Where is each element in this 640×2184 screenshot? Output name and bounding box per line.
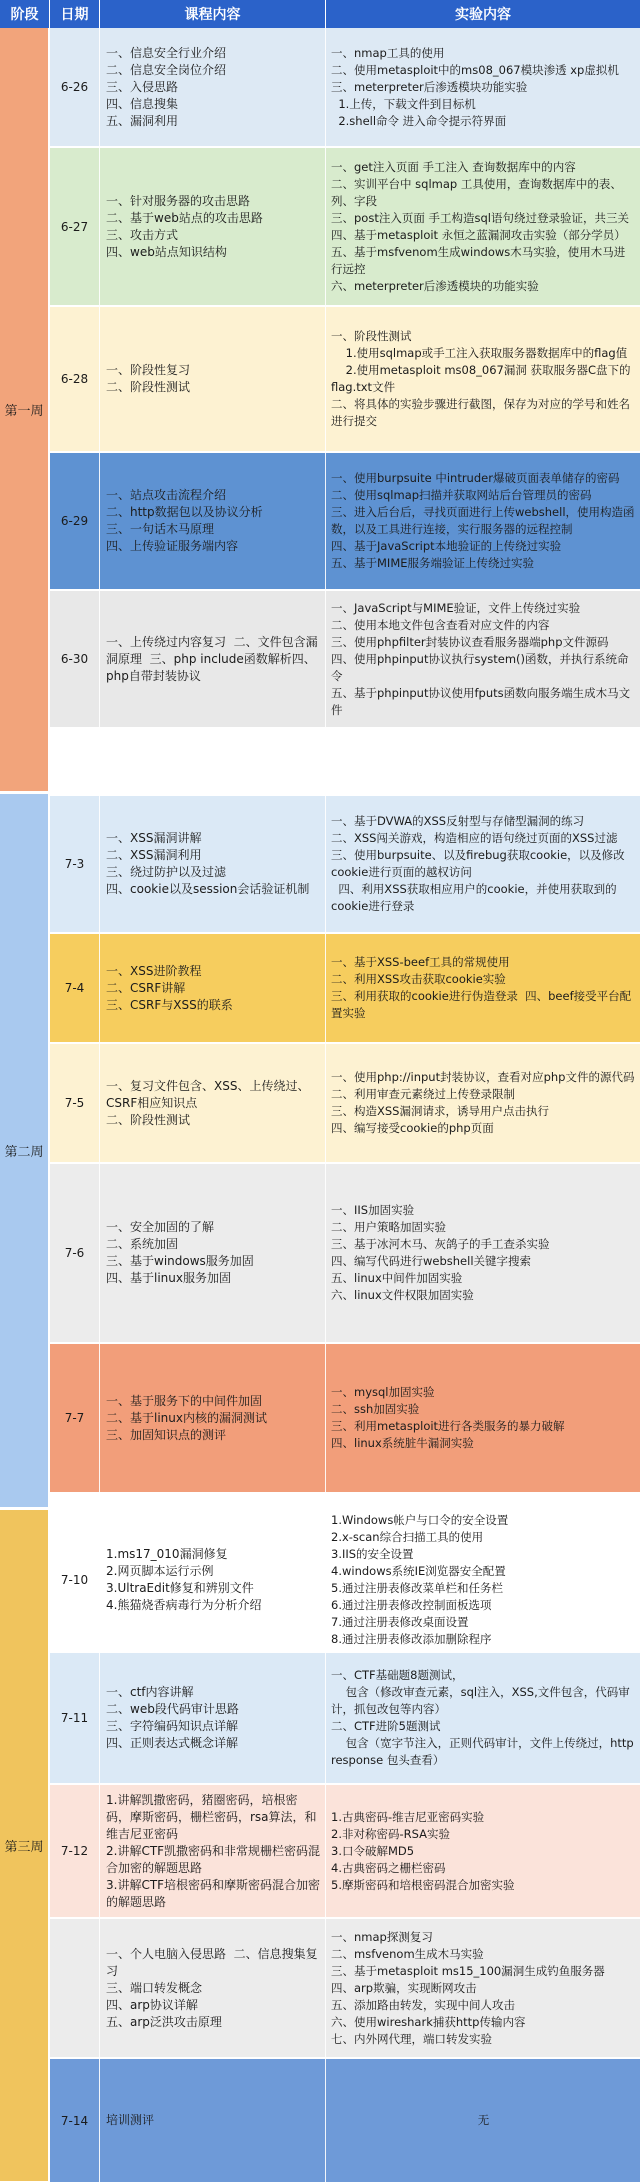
course-content-line: 2.网页脚本运行示例 bbox=[106, 1563, 214, 1578]
lab-content-line: 1.上传，下载文件到目标机 bbox=[331, 96, 476, 111]
lab-content-cell bbox=[326, 934, 640, 1042]
date-cell: 7-11 bbox=[50, 1653, 100, 1783]
lab-content-line: 四、使用phpinput协议执行system()函数，并执行系统命令 bbox=[331, 651, 629, 683]
course-content-line: 4.熊猫烧香病毒行为分析介绍 bbox=[106, 1597, 262, 1612]
lab-content-list bbox=[331, 1667, 636, 1769]
course-content-line: 三、端口转发概念 bbox=[106, 1980, 203, 1995]
lab-content-line: 1.Windows帐户与口令的安全设置 bbox=[331, 1512, 509, 1527]
lab-content-line: 三、基于冰河木马、灰鸽子的手工查杀实验 bbox=[331, 1237, 550, 1251]
course-content-line: 三、基于windows服务加固 bbox=[106, 1254, 254, 1268]
date-cell: 6-28 bbox=[50, 307, 100, 451]
lab-content-list bbox=[331, 1384, 636, 1452]
course-content-line: 一、针对服务器的攻击思路 bbox=[106, 193, 251, 208]
course-content-cell bbox=[100, 1344, 326, 1492]
lab-content-line: 二、利用审查元素绕过上传登录限制 bbox=[331, 1087, 515, 1101]
course-content-line: 四、web站点知识结构 bbox=[106, 244, 227, 259]
course-content-line: 四、正则表达式概念详解 bbox=[106, 1736, 239, 1750]
course-content-line: 3.UltraEdit修复和辨别文件 bbox=[106, 1580, 254, 1595]
course-content-line: 二、阶段性测试 bbox=[106, 380, 191, 394]
lab-content-list bbox=[331, 1202, 636, 1304]
course-content-list bbox=[106, 1792, 321, 1911]
lab-content-line: 二、CTF进阶5题测试 bbox=[331, 1719, 441, 1733]
lab-content-cell bbox=[326, 2059, 640, 2182]
lab-content-cell bbox=[326, 307, 640, 451]
table-row bbox=[50, 1164, 640, 1344]
week-label: 第一周 bbox=[0, 28, 50, 794]
lab-content-list bbox=[331, 813, 636, 915]
course-content-list bbox=[106, 45, 321, 130]
course-content-line: 五、漏洞利用 bbox=[106, 113, 179, 128]
course-content-list bbox=[106, 830, 321, 898]
lab-content-list bbox=[331, 600, 636, 719]
lab-content-line: 五、基于phpinput协议使用fputs函数向服务端生成木马文件 bbox=[331, 685, 631, 717]
date-cell: 6-29 bbox=[50, 453, 100, 589]
lab-content-line: 三、post注入页面 手工构造sql语句绕过登录验证，共三关 bbox=[331, 210, 629, 225]
course-content-cell bbox=[100, 796, 326, 932]
lab-content-line: 二、实训平台中 sqlmap 工具使用，查询数据库中的表、列、字段 bbox=[331, 176, 622, 208]
lab-content-line: 一、基于XSS-beef工具的常规使用 bbox=[331, 955, 510, 969]
table-row bbox=[50, 307, 640, 453]
lab-content-line: 包含（修改审查元素，sql注入，XSS,文件包含，代码审计，抓包改包等内容） bbox=[331, 1685, 630, 1716]
course-content-line: 一、XSS进阶教程 bbox=[106, 963, 202, 978]
course-content-list bbox=[106, 193, 321, 261]
lab-content-line: 一、阶段性测试 bbox=[331, 329, 412, 343]
course-content-line: 二、阶段性测试 bbox=[106, 1112, 191, 1127]
course-content-list bbox=[106, 487, 321, 555]
lab-content-line: 2.shell命令 进入命令提示符界面 bbox=[331, 113, 507, 128]
lab-content-line: 三、使用burpsuite、以及firebug获取cookie，以及修改cookie进行页面的越权访问 bbox=[331, 848, 625, 879]
course-content-line: 二、web段代码审计思路 bbox=[106, 1702, 239, 1716]
course-content-cell bbox=[100, 28, 326, 146]
lab-content-list bbox=[331, 328, 636, 430]
lab-content-line: 4.古典密码之栅栏密码 bbox=[331, 1860, 446, 1875]
lab-content-line: 3.IIS的安全设置 bbox=[331, 1546, 414, 1561]
date-cell: 7-14 bbox=[50, 2059, 100, 2182]
course-content-line: 一、XSS漏洞讲解 bbox=[106, 831, 202, 845]
lab-content-line: 二、msfvenom生成木马实验 bbox=[331, 1946, 484, 1961]
date-cell: 7-5 bbox=[50, 1044, 100, 1162]
lab-content-cell bbox=[326, 591, 640, 727]
course-content-line: 四、基于linux服务加固 bbox=[106, 1271, 231, 1285]
date-cell: 6-27 bbox=[50, 148, 100, 305]
course-content-cell bbox=[100, 1508, 326, 1651]
header-course: 课程内容 bbox=[100, 0, 326, 28]
lab-content-line: 五、添加路由转发，实现中间人攻击 bbox=[331, 1997, 515, 2012]
week-label: 第三周 bbox=[0, 1510, 50, 2184]
lab-content-line: 二、使用sqlmap扫描并获取网站后台管理员的密码 bbox=[331, 488, 592, 502]
lab-content-line: 二、利用XSS攻击获取cookie实验 bbox=[331, 972, 506, 986]
date-cell: 7-10 bbox=[50, 1508, 100, 1651]
course-content-line: 四、上传验证服务端内容 bbox=[106, 539, 239, 553]
course-content-line: 3.讲解CTF培根密码和摩斯密码混合加密的解题思路 bbox=[106, 1877, 321, 1909]
lab-content-line: 包含（宽字节注入，正则代码审计，文件上传绕过，http response 包头查看） bbox=[331, 1736, 638, 1767]
table-row bbox=[50, 1653, 640, 1785]
table-row bbox=[50, 148, 640, 307]
lab-content-line: 一、mysql加固实验 bbox=[331, 1385, 435, 1399]
date-cell: 7-12 bbox=[50, 1785, 100, 1917]
course-content-line: 四、arp协议详解 bbox=[106, 1997, 198, 2012]
lab-content-line: 四、利用XSS获取相应用户的cookie，并使用获取到的cookie进行登录 bbox=[331, 882, 617, 913]
lab-content-list bbox=[331, 470, 636, 572]
course-content-line: 二、XSS漏洞利用 bbox=[106, 848, 202, 862]
course-content-line: 四、cookie以及session会话验证机制 bbox=[106, 882, 310, 896]
course-content-line: 一、上传绕过内容复习 二、文件包含漏洞原理 三、php include函数解析四、php自带封装协议 bbox=[106, 634, 318, 683]
course-content-line: 一、个人电脑入侵思路 二、信息搜集复习 bbox=[106, 1946, 318, 1978]
lab-content-line: 六、meterpreter后渗透模块的功能实验 bbox=[331, 278, 539, 293]
table-row bbox=[50, 1344, 640, 1494]
course-content-line: 二、基于web站点的攻击思路 bbox=[106, 210, 263, 225]
lab-content-line: 一、JavaScript与MIME验证，文件上传绕过实验 bbox=[331, 600, 581, 615]
lab-content-line: 二、用户策略加固实验 bbox=[331, 1220, 446, 1234]
lab-content-line: 四、基于JavaScript本地验证的上传绕过实验 bbox=[331, 539, 562, 553]
table-row bbox=[50, 591, 640, 729]
course-content-cell bbox=[100, 148, 326, 305]
lab-content-line: 五、基于MIME服务端验证上传绕过实验 bbox=[331, 556, 535, 570]
lab-content-line: 三、构造XSS漏洞请求，诱导用户点击执行 bbox=[331, 1104, 549, 1118]
course-content-cell bbox=[100, 1164, 326, 1342]
course-content-line: 一、ctf内容讲解 bbox=[106, 1685, 194, 1699]
lab-content-line: 三、利用获取的cookie进行伪造登录 四、beef接受平台配置实验 bbox=[331, 989, 632, 1020]
lab-content-list bbox=[331, 1069, 636, 1137]
lab-content-list bbox=[331, 1929, 636, 2048]
lab-content-line: 三、利用metasploit进行各类服务的暴力破解 bbox=[331, 1419, 565, 1433]
lab-content-line: 一、IIS加固实验 bbox=[331, 1203, 415, 1217]
lab-content-line: 一、nmap探测复习 bbox=[331, 1929, 433, 1944]
lab-content-line: 四、linux系统脏牛漏洞实验 bbox=[331, 1436, 474, 1450]
date-cell: 7-6 bbox=[50, 1164, 100, 1342]
date-cell: 7-4 bbox=[50, 934, 100, 1042]
course-content-line: 二、系统加固 bbox=[106, 1237, 179, 1251]
lab-content-cell bbox=[326, 1508, 640, 1651]
lab-content-line: 四、编写接受cookie的php页面 bbox=[331, 1121, 494, 1135]
lab-content-line: 8.通过注册表修改添加删除程序 bbox=[331, 1631, 492, 1646]
header-date: 日期 bbox=[50, 0, 100, 28]
course-content-cell bbox=[100, 1044, 326, 1162]
lab-content-list bbox=[331, 159, 636, 295]
table-row bbox=[50, 1785, 640, 1919]
lab-content-cell bbox=[326, 1919, 640, 2057]
lab-content-list bbox=[331, 1809, 636, 1894]
course-content-cell bbox=[100, 2059, 326, 2182]
lab-content-line: 6.通过注册表修改控制面板选项 bbox=[331, 1597, 492, 1612]
lab-content-line: 5.摩斯密码和培根密码混合加密实验 bbox=[331, 1877, 515, 1892]
table-row bbox=[50, 2059, 640, 2184]
course-content-line: 三、绕过防护以及过滤 bbox=[106, 865, 227, 879]
course-content-line: 三、加固知识点的测评 bbox=[106, 1427, 227, 1442]
week-label: 第二周 bbox=[0, 794, 50, 1510]
table-row bbox=[50, 28, 640, 148]
course-content-line: 一、安全加固的了解 bbox=[106, 1220, 215, 1234]
lab-content-line: 五、基于msfvenom生成windows木马实验，使用木马进行远控 bbox=[331, 244, 626, 276]
lab-content-line: 三、基于metasploit ms15_100漏洞生成钓鱼服务器 bbox=[331, 1963, 605, 1978]
course-content-line: 2.讲解CTF凯撒密码和非常规栅栏密码混合加密的解题思路 bbox=[106, 1843, 321, 1875]
course-content-list bbox=[106, 634, 321, 685]
lab-content-line: 六、linux文件权限加固实验 bbox=[331, 1288, 474, 1302]
table-row bbox=[50, 1919, 640, 2059]
course-content-line: 三、入侵思路 bbox=[106, 79, 179, 94]
lab-content-list bbox=[331, 954, 636, 1022]
lab-content-line: 二、将具体的实验步骤进行截图，保存为对应的学号和姓名进行提交 bbox=[331, 397, 630, 428]
course-content-line: 二、http数据包以及协议分析 bbox=[106, 505, 263, 519]
lab-content-line: 2.x-scan综合扫描工具的使用 bbox=[331, 1529, 484, 1544]
lab-content-line: 1.古典密码-维吉尼亚密码实验 bbox=[331, 1809, 485, 1824]
lab-content-line: 四、基于metasploit 永恒之蓝漏洞攻击实验（部分学员） bbox=[331, 227, 626, 242]
course-content-line: 三、CSRF与XSS的联系 bbox=[106, 997, 233, 1012]
date-cell bbox=[50, 1919, 100, 2057]
header-stage: 阶段 bbox=[0, 0, 50, 28]
date-cell: 7-3 bbox=[50, 796, 100, 932]
lab-content-list bbox=[478, 2112, 490, 2129]
course-content-list bbox=[106, 1546, 321, 1614]
lab-content-line: 5.通过注册表修改菜单栏和任务栏 bbox=[331, 1580, 503, 1595]
course-content-list bbox=[106, 1946, 321, 2031]
table-row bbox=[50, 796, 640, 934]
table-row bbox=[50, 1044, 640, 1164]
course-content-line: 一、信息安全行业介绍 bbox=[106, 45, 227, 60]
table-row bbox=[50, 934, 640, 1044]
course-content-line: 三、攻击方式 bbox=[106, 227, 179, 242]
course-content-list bbox=[106, 1078, 321, 1129]
lab-content-line: 4.windows系统IE浏览器安全配置 bbox=[331, 1563, 506, 1578]
course-content-line: 一、基于服务下的中间件加固 bbox=[106, 1393, 263, 1408]
course-content-list bbox=[106, 1219, 321, 1287]
course-content-line: 一、阶段性复习 bbox=[106, 363, 191, 377]
course-content-cell bbox=[100, 934, 326, 1042]
course-content-cell bbox=[100, 1919, 326, 2057]
lab-content-line: 一、get注入页面 手工注入 查询数据库中的内容 bbox=[331, 159, 576, 174]
course-content-list bbox=[106, 362, 321, 396]
course-content-list bbox=[106, 1393, 321, 1444]
lab-content-cell bbox=[326, 1044, 640, 1162]
course-content-line: 三、一句话木马原理 bbox=[106, 522, 215, 536]
lab-content-cell bbox=[326, 796, 640, 932]
lab-content-line: 一、使用php://input封装协议，查看对应php文件的源代码 bbox=[331, 1070, 635, 1084]
lab-content-list bbox=[331, 1512, 636, 1648]
lab-content-line: 二、使用metasploit中的ms08_067模块渗透 xp虚拟机 bbox=[331, 62, 619, 77]
course-content-line: 三、字符编码知识点详解 bbox=[106, 1719, 239, 1733]
lab-content-line: 三、进入后台后，寻找页面进行上传webshell，使用构造函数，以及工具进行连接，实行服务器的远程控制 bbox=[331, 505, 635, 536]
lab-content-line: 四、arp欺骗，实现断网攻击 bbox=[331, 1980, 477, 1995]
lab-content-cell bbox=[326, 148, 640, 305]
date-cell: 7-7 bbox=[50, 1344, 100, 1492]
lab-content-cell bbox=[326, 1164, 640, 1342]
course-content-line: 二、信息安全岗位介绍 bbox=[106, 62, 227, 77]
course-content-line: 1.ms17_010漏洞修复 bbox=[106, 1546, 228, 1561]
course-content-line: 一、站点攻击流程介绍 bbox=[106, 488, 227, 502]
lab-content-line: 一、使用burpsuite 中intruder爆破页面表单储存的密码 bbox=[331, 471, 620, 485]
lab-content-line: 一、nmap工具的使用 bbox=[331, 45, 445, 60]
lab-content-line: 1.使用sqlmap或手工注入获取服务器数据库中的flag值 bbox=[331, 346, 628, 360]
course-content-cell bbox=[100, 1653, 326, 1783]
lab-content-line: 二、XSS闯关游戏，构造相应的语句绕过页面的XSS过滤 bbox=[331, 831, 618, 845]
course-content-cell bbox=[100, 591, 326, 727]
lab-content-line: 无 bbox=[477, 2113, 490, 2127]
table-row bbox=[50, 1508, 640, 1653]
lab-content-line: 2.使用metasploit ms08_067漏洞 获取服务器C盘下的flag.txt文件 bbox=[331, 363, 631, 394]
lab-content-line: 五、linux中间件加固实验 bbox=[331, 1271, 463, 1285]
lab-content-line: 3.口令破解MD5 bbox=[331, 1843, 415, 1858]
course-content-cell bbox=[100, 453, 326, 589]
lab-content-line: 一、基于DVWA的XSS反射型与存储型漏洞的练习 bbox=[331, 814, 585, 828]
course-content-cell bbox=[100, 1785, 326, 1917]
course-content-line: 五、arp泛洪攻击原理 bbox=[106, 2014, 222, 2029]
lab-content-line: 七、内外网代理，端口转发实验 bbox=[331, 2031, 492, 2046]
lab-content-line: 三、使用phpfilter封装协议查看服务器端php文件源码 bbox=[331, 634, 609, 649]
lab-content-line: 2.非对称密码-RSA实验 bbox=[331, 1826, 450, 1841]
date-cell: 6-26 bbox=[50, 28, 100, 146]
lab-content-cell bbox=[326, 28, 640, 146]
lab-content-line: 六、使用wireshark捕获http传输内容 bbox=[331, 2014, 526, 2029]
lab-content-cell bbox=[326, 1785, 640, 1917]
lab-content-cell bbox=[326, 453, 640, 589]
course-content-line: 四、信息搜集 bbox=[106, 96, 179, 111]
course-content-cell bbox=[100, 307, 326, 451]
course-content-list bbox=[106, 963, 321, 1014]
table-row bbox=[50, 453, 640, 591]
lab-content-list bbox=[331, 45, 636, 130]
lab-content-line: 四、编写代码进行webshell关键字搜索 bbox=[331, 1254, 532, 1268]
lab-content-line: 二、ssh加固实验 bbox=[331, 1402, 420, 1416]
date-cell: 6-30 bbox=[50, 591, 100, 727]
course-content-line: 一、复习文件包含、XSS、上传绕过、CSRF相应知识点 bbox=[106, 1078, 310, 1110]
course-content-line: 二、基于linux内核的漏洞测试 bbox=[106, 1410, 267, 1425]
lab-content-line: 二、使用本地文件包含查看对应文件的内容 bbox=[331, 617, 550, 632]
course-content-line: 培训测评 bbox=[106, 2113, 155, 2127]
course-content-list bbox=[106, 1684, 321, 1752]
header-lab: 实验内容 bbox=[326, 0, 640, 28]
course-content-list bbox=[106, 2112, 321, 2129]
course-content-line: 1.讲解凯撒密码，猪圈密码，培根密码，摩斯密码，栅栏密码，rsa算法，和维吉尼亚密码 bbox=[106, 1792, 317, 1841]
lab-content-line: 7.通过注册表修改桌面设置 bbox=[331, 1614, 469, 1629]
lab-content-cell bbox=[326, 1653, 640, 1783]
lab-content-line: 三、meterpreter后渗透模块功能实验 bbox=[331, 79, 528, 94]
lab-content-cell bbox=[326, 1344, 640, 1492]
course-content-line: 二、CSRF讲解 bbox=[106, 980, 186, 995]
lab-content-line: 一、CTF基础题8题测试， bbox=[331, 1668, 464, 1682]
